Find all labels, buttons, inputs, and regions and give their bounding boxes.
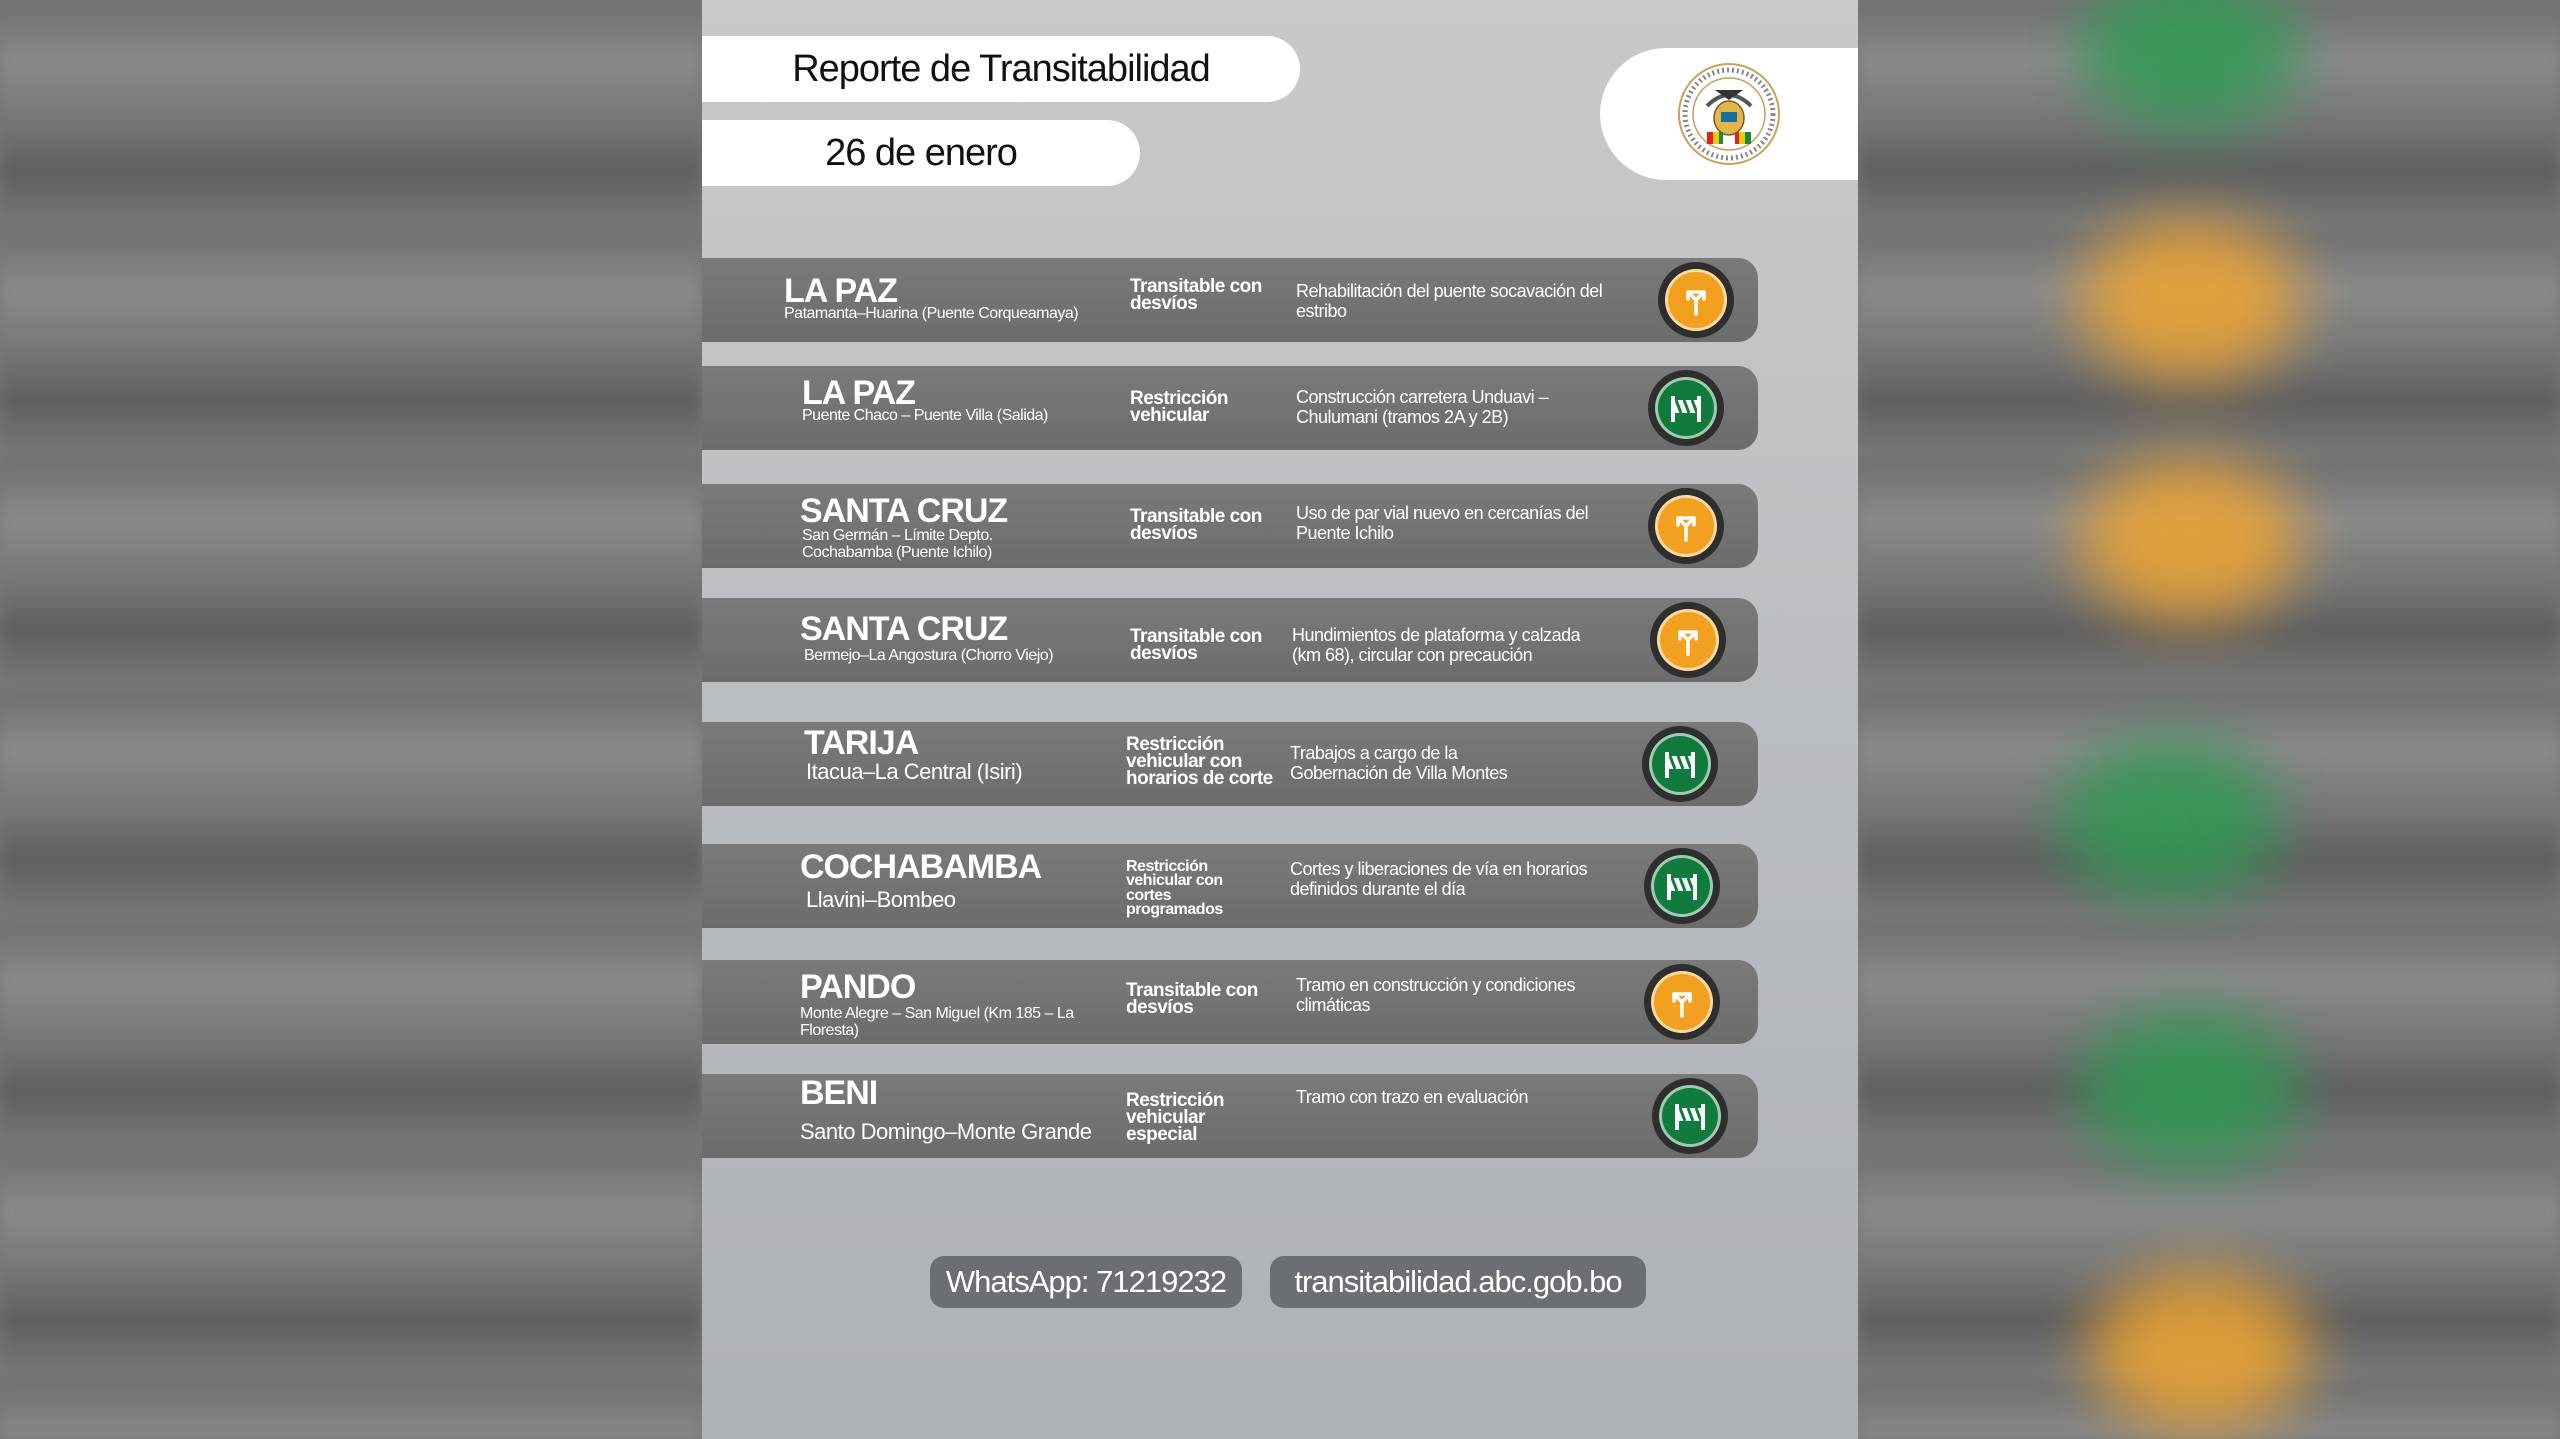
status-description: Construcción carretera Unduavi – Chulumani (tramos 2A y 2B) — [1296, 387, 1549, 427]
website-link[interactable]: transitabilidad.abc.gob.bo — [1270, 1256, 1646, 1308]
detour-icon — [1658, 262, 1734, 338]
status-label: Transitable con desvíos — [1130, 626, 1262, 665]
status-label: Restricción vehicular — [1130, 388, 1228, 427]
route-name: Bermejo–La Angostura (Chorro Viejo) — [804, 647, 1054, 664]
transitability-report-poster — [702, 0, 1858, 1439]
department-name: SANTA CRUZ — [800, 610, 1008, 648]
blurred-green-blob — [2080, 1010, 2300, 1170]
route-name: Monte Alegre – San Miguel (Km 185 – La Floresta) — [800, 1005, 1074, 1039]
status-description: Uso de par vial nuevo en cercanías del Puente Ichilo — [1296, 503, 1589, 543]
department-name: PANDO — [800, 968, 916, 1006]
logo-container — [1600, 48, 1858, 180]
blurred-background-left — [0, 0, 702, 1439]
detour-icon — [1650, 602, 1726, 678]
department-name: LA PAZ — [802, 374, 915, 412]
status-description: Cortes y liberaciones de vía en horarios definidos durante el día — [1290, 859, 1588, 899]
report-row — [702, 960, 1758, 1044]
department-name: SANTA CRUZ — [800, 492, 1008, 530]
report-title: Reporte de Transitabilidad — [702, 36, 1300, 102]
route-name: San Germán – Límite Depto. Cochabamba (Puente Ichilo) — [802, 527, 993, 561]
department-name: TARIJA — [804, 724, 919, 762]
route-name: Llavini–Bombeo — [806, 887, 956, 912]
report-row — [702, 844, 1758, 928]
status-label: Restricción vehicular con horarios de corte — [1126, 734, 1273, 790]
status-description: Rehabilitación del puente socavación del estribo — [1296, 281, 1603, 321]
status-label: Transitable con desvíos — [1130, 506, 1262, 545]
report-row — [702, 258, 1758, 342]
status-label: Restricción vehicular con cortes programados — [1126, 858, 1223, 919]
report-date: 26 de enero — [702, 120, 1140, 186]
detour-icon — [1644, 964, 1720, 1040]
route-name: Itacua–La Central (Isiri) — [806, 759, 1023, 784]
department-name: LA PAZ — [784, 272, 897, 310]
blurred-green-blob — [2060, 740, 2280, 900]
barrier-icon — [1642, 726, 1718, 802]
barrier-icon — [1644, 848, 1720, 924]
route-name: Patamanta–Huarina (Puente Corqueamaya) — [784, 305, 1079, 322]
barrier-icon — [1652, 1078, 1728, 1154]
route-name: Santo Domingo–Monte Grande — [800, 1119, 1092, 1144]
report-row — [702, 722, 1758, 806]
blurred-orange-blob — [2080, 220, 2300, 380]
status-label: Transitable con desvíos — [1126, 980, 1258, 1019]
detour-icon — [1648, 488, 1724, 564]
blurred-orange-blob — [2090, 1270, 2310, 1430]
report-row — [702, 598, 1758, 682]
status-description: Hundimientos de plataforma y calzada (km 68), circular con precaución — [1292, 625, 1581, 665]
barrier-icon — [1648, 370, 1724, 446]
department-name: BENI — [800, 1074, 878, 1112]
blurred-background-right — [1858, 0, 2560, 1439]
whatsapp-contact: WhatsApp: 71219232 — [930, 1256, 1242, 1308]
status-label: Transitable con desvíos — [1130, 276, 1262, 315]
route-name: Puente Chaco – Puente Villa (Salida) — [802, 407, 1048, 424]
state-seal-logo — [1677, 62, 1781, 166]
status-description: Trabajos a cargo de la Gobernación de Villa Montes — [1290, 743, 1508, 783]
blurred-orange-blob — [2080, 460, 2300, 620]
report-row — [702, 484, 1758, 568]
status-description: Tramo con trazo en evaluación — [1296, 1087, 1528, 1107]
status-label: Restricción vehicular especial — [1126, 1090, 1224, 1146]
report-row — [702, 366, 1758, 450]
report-row — [702, 1074, 1758, 1158]
department-name: COCHABAMBA — [800, 848, 1042, 886]
status-description: Tramo en construcción y condiciones climáticas — [1296, 975, 1575, 1015]
